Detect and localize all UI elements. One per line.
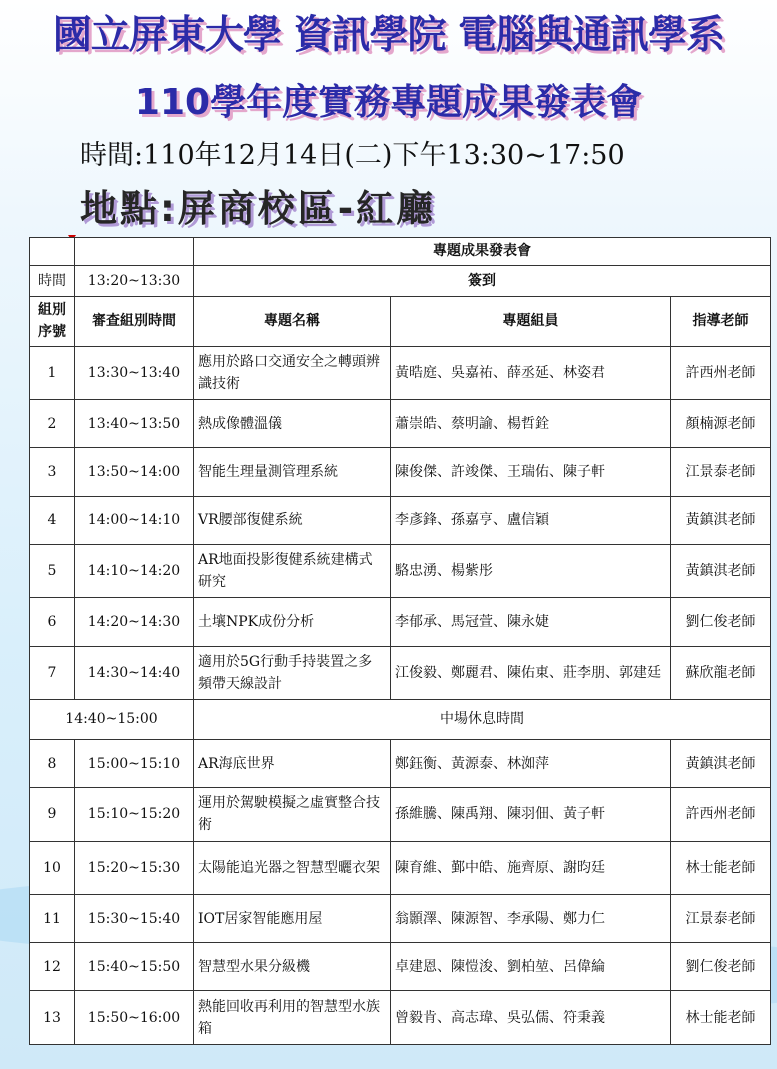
row-time: 15:20~15:30 [75, 841, 194, 894]
col-time: 審查組別時間 [75, 296, 194, 346]
row-time: 15:00~15:10 [75, 739, 194, 787]
row-members: 陳俊傑、許竣傑、王瑞佑、陳子軒 [391, 448, 671, 496]
section-title: 專題成果發表會 [194, 238, 771, 266]
blank-cell [30, 238, 75, 266]
row-number: 10 [30, 841, 75, 894]
table-row [30, 346, 771, 399]
break-row [30, 699, 771, 739]
checkin-time: 13:20~13:30 [75, 265, 194, 296]
event-title: 110學年度實務專題成果發表會 [134, 82, 643, 123]
header-row [30, 296, 771, 346]
row-time: 14:20~14:30 [75, 598, 194, 646]
row-members: 蕭崇皓、蔡明諭、楊哲銓 [391, 400, 671, 448]
row-number: 13 [30, 991, 75, 1045]
event-place: 地點:屏商校區-紅廳 [80, 187, 437, 230]
row-number: 7 [30, 646, 75, 699]
break-label: 中場休息時間 [194, 699, 771, 739]
row-project-name: AR地面投影復健系統建構式研究 [194, 544, 391, 597]
event-time: 時間:110年12月14日(二)下午13:30~17:50 [80, 140, 625, 171]
table-row [30, 841, 771, 894]
row-number: 4 [30, 496, 75, 544]
col-members: 專題組員 [391, 296, 671, 346]
row-project-name: 運用於駕駛模擬之虛實整合技術 [194, 788, 391, 841]
checkin-row [30, 265, 771, 296]
blank-cell [75, 238, 194, 266]
row-advisor: 林士能老師 [671, 991, 771, 1045]
row-number: 11 [30, 894, 75, 942]
row-members: 卓建恩、陳愷浚、劉柏堃、呂偉綸 [391, 943, 671, 991]
table-row [30, 448, 771, 496]
row-number: 5 [30, 544, 75, 597]
time-label: 時間 [30, 265, 75, 296]
col-seq: 組別序號 [30, 296, 75, 346]
row-number: 2 [30, 400, 75, 448]
row-number: 8 [30, 739, 75, 787]
row-members: 駱忠湧、楊紫彤 [391, 544, 671, 597]
row-time: 15:30~15:40 [75, 894, 194, 942]
row-members: 江俊毅、鄭麗君、陳佑東、莊李朋、郭建廷 [391, 646, 671, 699]
table-row [30, 496, 771, 544]
row-advisor: 顏楠源老師 [671, 400, 771, 448]
row-number: 1 [30, 346, 75, 399]
row-time: 13:50~14:00 [75, 448, 194, 496]
row-members: 孫維騰、陳禹翔、陳羽佃、黃子軒 [391, 788, 671, 841]
row-advisor: 劉仁俊老師 [671, 598, 771, 646]
row-number: 12 [30, 943, 75, 991]
table-row [30, 943, 771, 991]
row-project-name: 熱能回收再利用的智慧型水族箱 [194, 991, 391, 1045]
row-members: 曾毅肯、高志瑋、吳弘儒、符秉義 [391, 991, 671, 1045]
table-row [30, 894, 771, 942]
row-project-name: 土壤NPK成份分析 [194, 598, 391, 646]
row-time: 13:40~13:50 [75, 400, 194, 448]
row-advisor: 江景泰老師 [671, 448, 771, 496]
row-members: 黃晧庭、吳嘉祐、薛丞延、林姿君 [391, 346, 671, 399]
row-project-name: VR腰部復健系統 [194, 496, 391, 544]
row-advisor: 林士能老師 [671, 841, 771, 894]
table-row [30, 400, 771, 448]
col-name: 專題名稱 [194, 296, 391, 346]
row-number: 3 [30, 448, 75, 496]
row-time: 14:10~14:20 [75, 544, 194, 597]
row-members: 鄭鈺衡、黃源泰、林洳萍 [391, 739, 671, 787]
row-number: 6 [30, 598, 75, 646]
section-title-row [30, 238, 771, 266]
row-time: 15:40~15:50 [75, 943, 194, 991]
row-advisor: 蘇欣龍老師 [671, 646, 771, 699]
row-advisor: 黃鎮淇老師 [671, 544, 771, 597]
row-project-name: 智慧型水果分級機 [194, 943, 391, 991]
row-project-name: 熱成像體溫儀 [194, 400, 391, 448]
row-members: 翁顥澤、陳源智、李承陽、鄭力仁 [391, 894, 671, 942]
table-row [30, 598, 771, 646]
row-time: 14:30~14:40 [75, 646, 194, 699]
row-project-name: 智能生理量測管理系統 [194, 448, 391, 496]
row-members: 李彥鋒、孫嘉亨、盧信穎 [391, 496, 671, 544]
department-title: 國立屏東大學 資訊學院 電腦與通訊學系 [52, 13, 725, 58]
schedule-table [29, 237, 771, 1045]
row-project-name: 應用於路口交通安全之轉頭辨識技術 [194, 346, 391, 399]
table-row [30, 788, 771, 841]
row-advisor: 江景泰老師 [671, 894, 771, 942]
table-row [30, 739, 771, 787]
row-project-name: 適用於5G行動手持裝置之多頻帶天線設計 [194, 646, 391, 699]
col-advisor: 指導老師 [671, 296, 771, 346]
row-project-name: AR海底世界 [194, 739, 391, 787]
row-time: 15:10~15:20 [75, 788, 194, 841]
row-members: 李郁承、馬冠萱、陳永婕 [391, 598, 671, 646]
row-advisor: 許西州老師 [671, 346, 771, 399]
row-number: 9 [30, 788, 75, 841]
row-time: 15:50~16:00 [75, 991, 194, 1045]
row-time: 14:00~14:10 [75, 496, 194, 544]
table-row [30, 991, 771, 1045]
row-time: 13:30~13:40 [75, 346, 194, 399]
row-project-name: IOT居家智能應用屋 [194, 894, 391, 942]
table-row [30, 544, 771, 597]
row-members: 陳育維、鄞中皓、施齊原、謝昀廷 [391, 841, 671, 894]
row-advisor: 劉仁俊老師 [671, 943, 771, 991]
row-advisor: 許西州老師 [671, 788, 771, 841]
row-advisor: 黃鎮淇老師 [671, 739, 771, 787]
break-time: 14:40~15:00 [30, 699, 194, 739]
table-row [30, 646, 771, 699]
row-project-name: 太陽能追光器之智慧型曬衣架 [194, 841, 391, 894]
checkin-label: 簽到 [194, 265, 771, 296]
row-advisor: 黃鎮淇老師 [671, 496, 771, 544]
